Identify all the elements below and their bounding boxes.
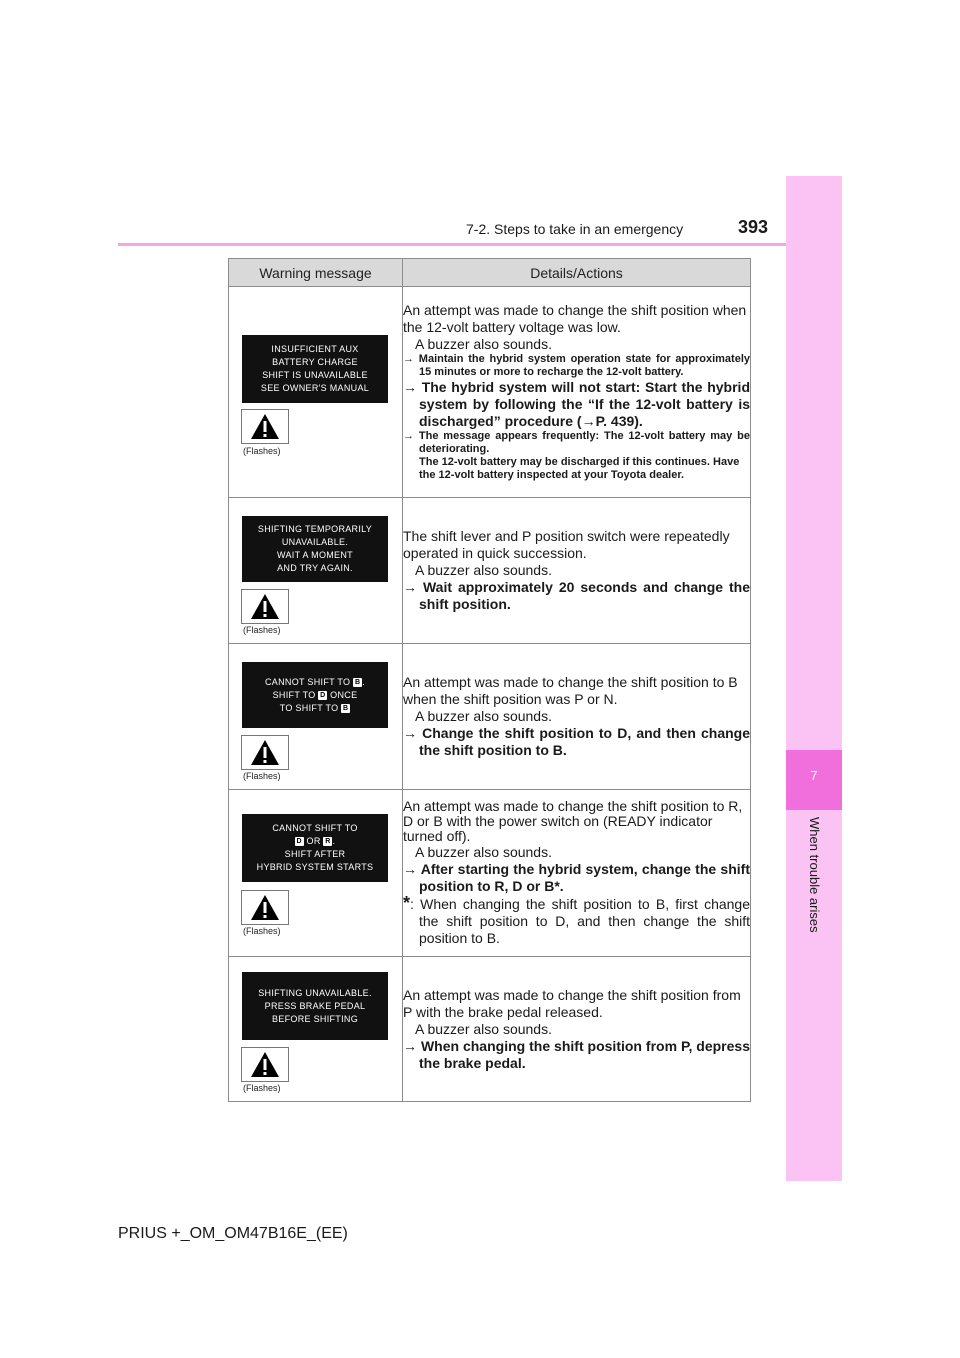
- document-footer: PRIUS +_OM_OM47B16E_(EE): [118, 1225, 348, 1242]
- details-cell: [403, 644, 751, 790]
- warning-message-cell: [229, 498, 403, 644]
- description-text: An attempt was made to change the shift position when the 12-volt battery voltage was low.: [403, 302, 747, 335]
- display-message-screen: CANNOT SHIFT TO B . SHIFT TO D ONCE TO SHIFT TO B: [242, 662, 388, 728]
- chapter-number: 7: [810, 768, 818, 783]
- flashes-label: (Flashes): [243, 771, 281, 781]
- display-message-screen: SHIFTING UNAVAILABLE. PRESS BRAKE PEDAL BEFORE SHIFTING: [242, 972, 388, 1040]
- action-note: → Maintain the hybrid system operation state for approximately 15 minutes or more to recharge the 12-volt battery.: [403, 353, 750, 378]
- footnote-text: *: When changing the shift position to B, first change the shift position to D, and then change the shift position to B.: [403, 893, 751, 946]
- buzzer-text: A buzzer also sounds.: [415, 844, 552, 860]
- details-cell: [403, 790, 751, 957]
- b-position-key-icon: B: [354, 678, 361, 686]
- r-position-key-icon: R: [325, 838, 331, 846]
- action-text: → The hybrid system will not start: Start the hybrid system by following the “If the 12-volt battery is discharged” procedure (→P. 439).: [403, 379, 750, 429]
- warning-message-cell: [229, 287, 403, 498]
- warning-message-cell: [229, 957, 403, 1102]
- chapter-side-tab: [786, 176, 842, 1181]
- header-rule: [118, 243, 842, 246]
- buzzer-text: A buzzer also sounds.: [415, 336, 552, 352]
- display-message-screen: INSUFFICIENT AUX BATTERY CHARGE SHIFT IS UNAVAILABLE SEE OWNER'S MANUAL: [242, 335, 388, 403]
- details-cell: [403, 287, 751, 498]
- d-position-key-icon: D: [296, 838, 302, 846]
- details-cell: [403, 498, 751, 644]
- action-note: → The message appears frequently: The 12-volt battery may be deteriorating.: [403, 430, 750, 455]
- table-row: [229, 644, 751, 790]
- details-cell: [403, 957, 751, 1102]
- warning-message-cell: [229, 790, 403, 957]
- warning-triangle-icon: [241, 409, 289, 444]
- column-header-details: Details/Actions: [403, 259, 751, 287]
- action-text: → After starting the hybrid system, change the shift position to R, D or B*.: [403, 861, 750, 894]
- table-header-row: [229, 259, 751, 287]
- warning-triangle-icon: [241, 735, 289, 770]
- b-position-key-icon: B: [343, 704, 349, 712]
- warning-triangle-icon: [241, 1047, 289, 1082]
- description-text: An attempt was made to change the shift position to R, D or B with the power switch on (READY indicator turned off).: [403, 798, 743, 844]
- buzzer-text: A buzzer also sounds.: [415, 562, 552, 578]
- buzzer-text: A buzzer also sounds.: [415, 708, 552, 724]
- action-text: → Change the shift position to D, and then change the shift position to B.: [403, 725, 750, 758]
- flashes-label: (Flashes): [243, 625, 281, 635]
- description-text: An attempt was made to change the shift position to B when the shift position was P or N.: [403, 674, 738, 707]
- chapter-name: When trouble arises: [807, 817, 822, 933]
- page-number: 393: [738, 217, 769, 237]
- warning-triangle-icon: [241, 589, 289, 624]
- warning-triangle-icon: [241, 890, 289, 925]
- action-text: → Wait approximately 20 seconds and change the shift position.: [403, 579, 750, 612]
- warning-message-cell: [229, 644, 403, 790]
- buzzer-text: A buzzer also sounds.: [415, 1020, 552, 1037]
- table-row: [229, 957, 751, 1102]
- action-note-continued: The 12-volt battery may be discharged if this continues. Have the 12-volt battery inspected at your Toyota dealer.: [419, 456, 740, 481]
- warning-message-table: [228, 258, 751, 1102]
- column-header-warning: Warning message: [229, 259, 403, 287]
- section-title: 7-2. Steps to take in an emergency: [466, 221, 684, 237]
- table-row: [229, 790, 751, 957]
- d-position-key-icon: D: [320, 691, 326, 699]
- table-row: [229, 287, 751, 498]
- description-text: The shift lever and P position switch were repeatedly operated in quick succession.: [403, 528, 730, 561]
- description-text: An attempt was made to change the shift position from P with the brake pedal released.: [403, 986, 741, 1020]
- flashes-label: (Flashes): [243, 1083, 281, 1093]
- action-text: → When changing the shift position from P, depress the brake pedal.: [403, 1037, 750, 1071]
- display-message-screen: CANNOT SHIFT TO D OR R . SHIFT AFTER HYBRID SYSTEM STARTS: [242, 814, 388, 882]
- flashes-label: (Flashes): [243, 446, 281, 456]
- flashes-label: (Flashes): [243, 926, 281, 936]
- table-row: [229, 498, 751, 644]
- display-message-screen: SHIFTING TEMPORARILY UNAVAILABLE. WAIT A MOMENT AND TRY AGAIN.: [242, 516, 388, 582]
